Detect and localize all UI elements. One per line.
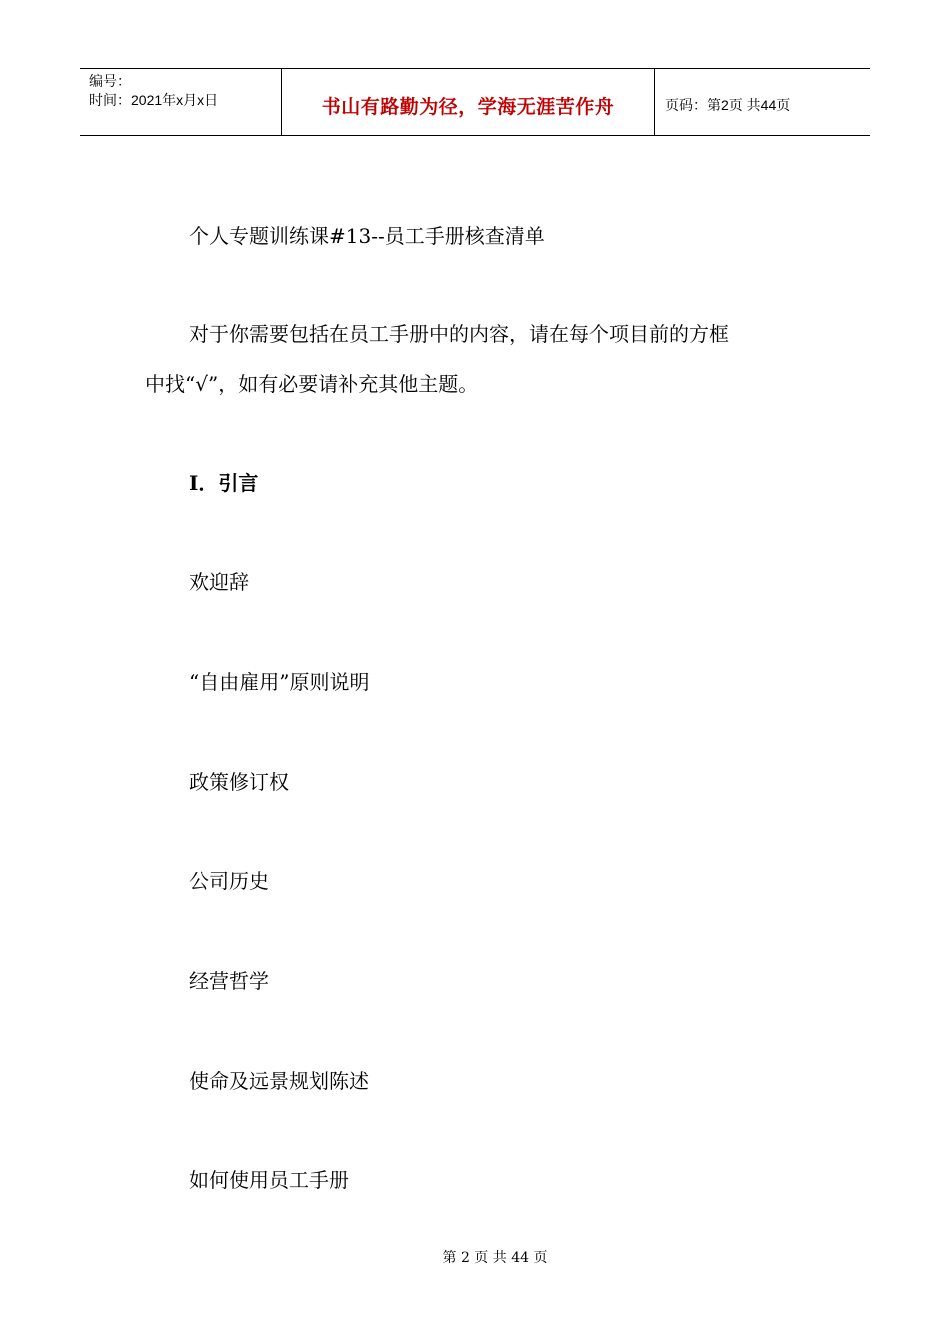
intro-paragraph-line-2: 中找“√”，如有必要请补充其他主题。 xyxy=(145,372,479,396)
intro-paragraph-line-1: 对于你需要包括在员工手册中的内容，请在每个项目前的方框 xyxy=(189,322,729,346)
document-title: 个人专题训练课#13--员工手册核查清单 xyxy=(189,224,545,248)
page-header xyxy=(80,68,870,136)
header-page-info: 页码：第2页 共44页 xyxy=(665,97,791,113)
document-date-label: 时间：2021年x月x日 xyxy=(89,92,219,108)
document-number-label: 编号： xyxy=(89,73,131,89)
checklist-item: 政策修订权 xyxy=(189,770,289,794)
checklist-item: 使命及远景规划陈述 xyxy=(189,1069,369,1093)
checklist-item: 公司历史 xyxy=(189,869,269,893)
checklist-item: 欢迎辞 xyxy=(189,570,249,594)
section-heading: I．引言 xyxy=(189,471,259,495)
checklist-item: 如何使用员工手册 xyxy=(189,1168,349,1192)
header-motto: 书山有路勤为径，学海无涯苦作舟 xyxy=(282,69,655,135)
checklist-item: “自由雇用”原则说明 xyxy=(189,670,370,694)
header-meta-cell xyxy=(80,69,282,135)
checklist-item: 经营哲学 xyxy=(189,969,269,993)
page-footer: 第 2 页 共 44 页 xyxy=(442,1250,548,1266)
